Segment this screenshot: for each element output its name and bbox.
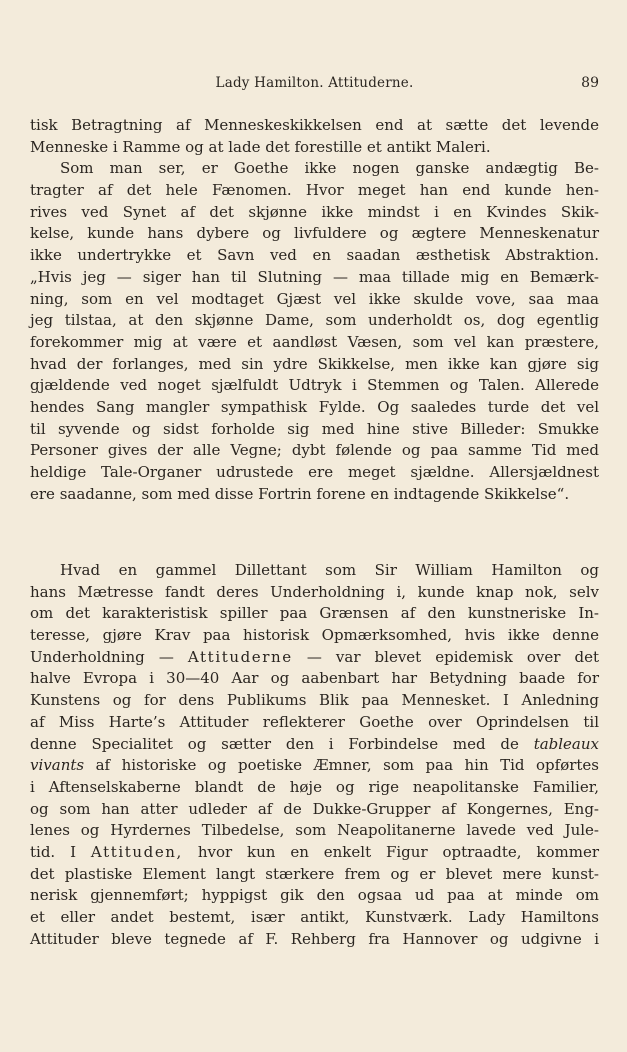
text-fragment: Underholdning — <box>30 647 174 666</box>
text-line: Kunstens og for dens Publikums Blik paa Mennesket. I Anledning <box>30 691 599 710</box>
text-line: Personer gives der alle Vegne; dybt følende og paa samme Tid med <box>30 441 599 460</box>
paragraph-attituderne <box>30 560 599 950</box>
spaced-term-attituden: Attituden, <box>90 842 183 861</box>
page-number: 89 <box>581 75 599 91</box>
running-title: Lady Hamilton. Attituderne. <box>215 75 414 91</box>
text-line: ikke undertrykke et Savn ved en saadan æsthetisk Abstraktion. <box>30 246 599 265</box>
text-line: hvad der forlanges, med sin ydre Skikkelse, men ikke kan gjøre sig <box>30 354 599 373</box>
text-line: kelse, kunde hans dybere og livfuldere og ægtere Menneskenatur <box>30 224 599 243</box>
text-line: gjældende ved noget sjælfuldt Udtryk i Stemmen og Talen. Allerede <box>30 376 599 395</box>
text-line: tragter af det hele Fænomen. Hvor meget han end kunde hen- <box>30 181 599 200</box>
text-line: jeg tilstaa, at den skjønne Dame, som underholdt os, dog egentlig <box>30 311 599 330</box>
text-line: forekommer mig at være et aandløst Væsen, som vel kan præstere, <box>30 332 599 351</box>
text-fragment: denne Specialitet og sætter den i Forbindelse med de <box>30 734 519 753</box>
text-fragment: hvor kun en enkelt Figur optraadte, kommer <box>197 842 599 861</box>
italic-term-vivants: vivants <box>30 756 85 775</box>
text-line: hans Mætresse fandt deres Underholdning i, kunde knap nok, selv <box>30 582 599 601</box>
text-line: rives ved Synet af det skjønne ikke mindst i en Kvindes Skik- <box>30 202 599 221</box>
spaced-term-attituderne: Attituderne <box>187 647 293 666</box>
text-line <box>30 755 599 777</box>
text-line: i Aftenselskaberne blandt de høje og rige neapolitanske Familier, <box>30 777 599 796</box>
text-line: halve Evropa i 30—40 Aar og aabenbart har Betydning baade for <box>30 669 599 688</box>
text-fragment: tid. I <box>30 842 77 861</box>
text-line: nerisk gjennemført; hyppigst gik den ogsaa ud paa at minde om <box>30 886 599 905</box>
text-line: heldige Tale-Organer udrustede ere meget sjældne. Allersjældnest <box>30 463 599 481</box>
text-line: det plastiske Element langt stærkere frem og er blevet mere kunst- <box>30 864 599 883</box>
text-line: Hvad en gammel Dillettant som Sir William Hamilton og <box>60 561 599 579</box>
text-line <box>30 734 599 756</box>
text-line: „Hvis jeg — siger han til Slutning — maa tillade mig en Bemærk- <box>30 267 599 286</box>
text-line <box>30 647 599 669</box>
text-line: og som han atter udleder af de Dukke-Grupper af Kongernes, Eng- <box>30 799 599 818</box>
text-line: Attituder bleve tegnede af F. Rehberg fra Hannover og udgivne i <box>30 929 599 948</box>
text-fragment: — var blevet epidemisk over det <box>306 647 599 666</box>
text-line: om det karakteristisk spiller paa Grænsen af den kunstneriske In- <box>30 604 599 623</box>
text-line: teresse, gjøre Krav paa historisk Opmærksomhed, hvis ikke denne <box>30 626 599 645</box>
text-line: hendes Sang mangler sympathisk Fylde. Og saaledes turde det vel <box>30 397 599 416</box>
text-line: lenes og Hyrdernes Tilbedelse, som Neapolitanerne lavede ved Jule- <box>30 821 599 840</box>
text-line: til syvende og sidst forholde sig med hine stive Billeder: Smukke <box>30 419 599 438</box>
text-line: ere saadanne, som med disse Fortrin forene en indtagende Skikkelse“. <box>30 484 570 503</box>
paragraph-continued <box>30 115 599 505</box>
text-line: Som man ser, er Goethe ikke nogen ganske andægtig Be- <box>60 159 599 178</box>
text-line: tisk Betragtning af Menneskeskikkelsen end at sætte det levende <box>30 116 599 134</box>
italic-term-tableaux: tableaux <box>533 734 599 753</box>
text-line: Menneske i Ramme og at lade det forestille et antikt Maleri. <box>30 137 491 156</box>
text-line <box>30 842 599 864</box>
text-fragment: af historiske og poetiske Æmner, som paa hin Tid opførtes <box>95 756 599 775</box>
running-header <box>30 75 599 99</box>
text-line: ning, som en vel modtaget Gjæst vel ikke skulde vove, saa maa <box>30 289 599 308</box>
text-line: et eller andet bestemt, især antikt, Kunstværk. Lady Hamiltons <box>30 908 599 926</box>
text-line: af Miss Harte’s Attituder reflekterer Goethe over Oprindelsen til <box>30 712 599 731</box>
